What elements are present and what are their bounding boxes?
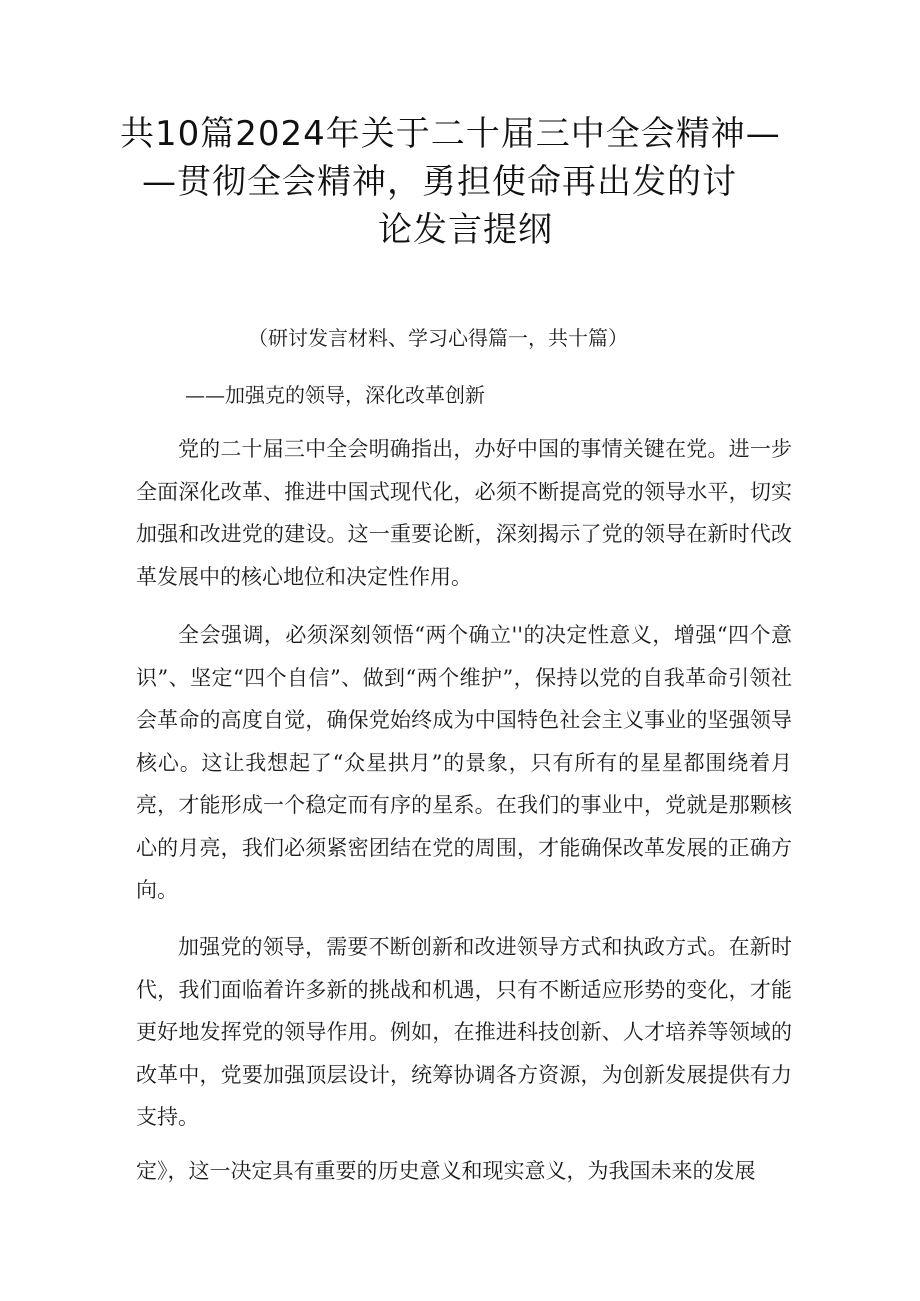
document-subtitle: （研讨发言材料、学习心得篇一，共十篇）	[248, 326, 628, 350]
body-paragraph-1: 党的二十届三中全会明确指出，办好中国的事情关键在党。进一步全面深化改革、推进中国式现代化，必须不断提高党的领导水平，切实加强和改进党的建设。这一重要论断，深刻揭示了党的领导在新时代改革发展中的核心地位和决定性作用。	[136, 437, 792, 589]
body-paragraph-4: 定》，这一决定具有重要的历史意义和现实意义，为我国未来的发展	[136, 1159, 756, 1183]
document-title-line-2: —贯彻全会精神，勇担使命再出发的讨	[142, 162, 737, 202]
document-title-line-1: 共10篇2024年关于二十届三中全会精神—	[120, 114, 781, 154]
section-heading: ——加强克的领导，深化改革创新	[185, 383, 485, 407]
body-paragraph-3: 加强党的领导，需要不断创新和改进领导方式和执政方式。在新时代，我们面临着许多新的挑战和机遇，只有不断适应形势的变化，才能更好地发挥党的领导作用。例如，在推进科技创新、人才培养等领域的改革中，党要加强顶层设计，统筹协调各方资源，为创新发展提供有力支持。	[136, 935, 792, 1129]
document-title-line-3: 论发言提纲	[378, 210, 553, 250]
body-paragraph-2: 全会强调，必须深刻领悟“两个确立''的决定性意义，增强“四个意识”、坚定“四个自信”、做到“两个维护”，保持以党的自我革命引领社会革命的高度自觉，确保党始终成为中国特色社会主义事业的坚强领导核心。这让我想起了“众星拱月”的景象，只有所有的星星都围绕着月亮，才能形成一个稳定而有序的星系。在我们的事业中，党就是那颗核心的月亮，我们必须紧密团结在党的周围，才能确保改革发展的正确方向。	[136, 623, 792, 902]
